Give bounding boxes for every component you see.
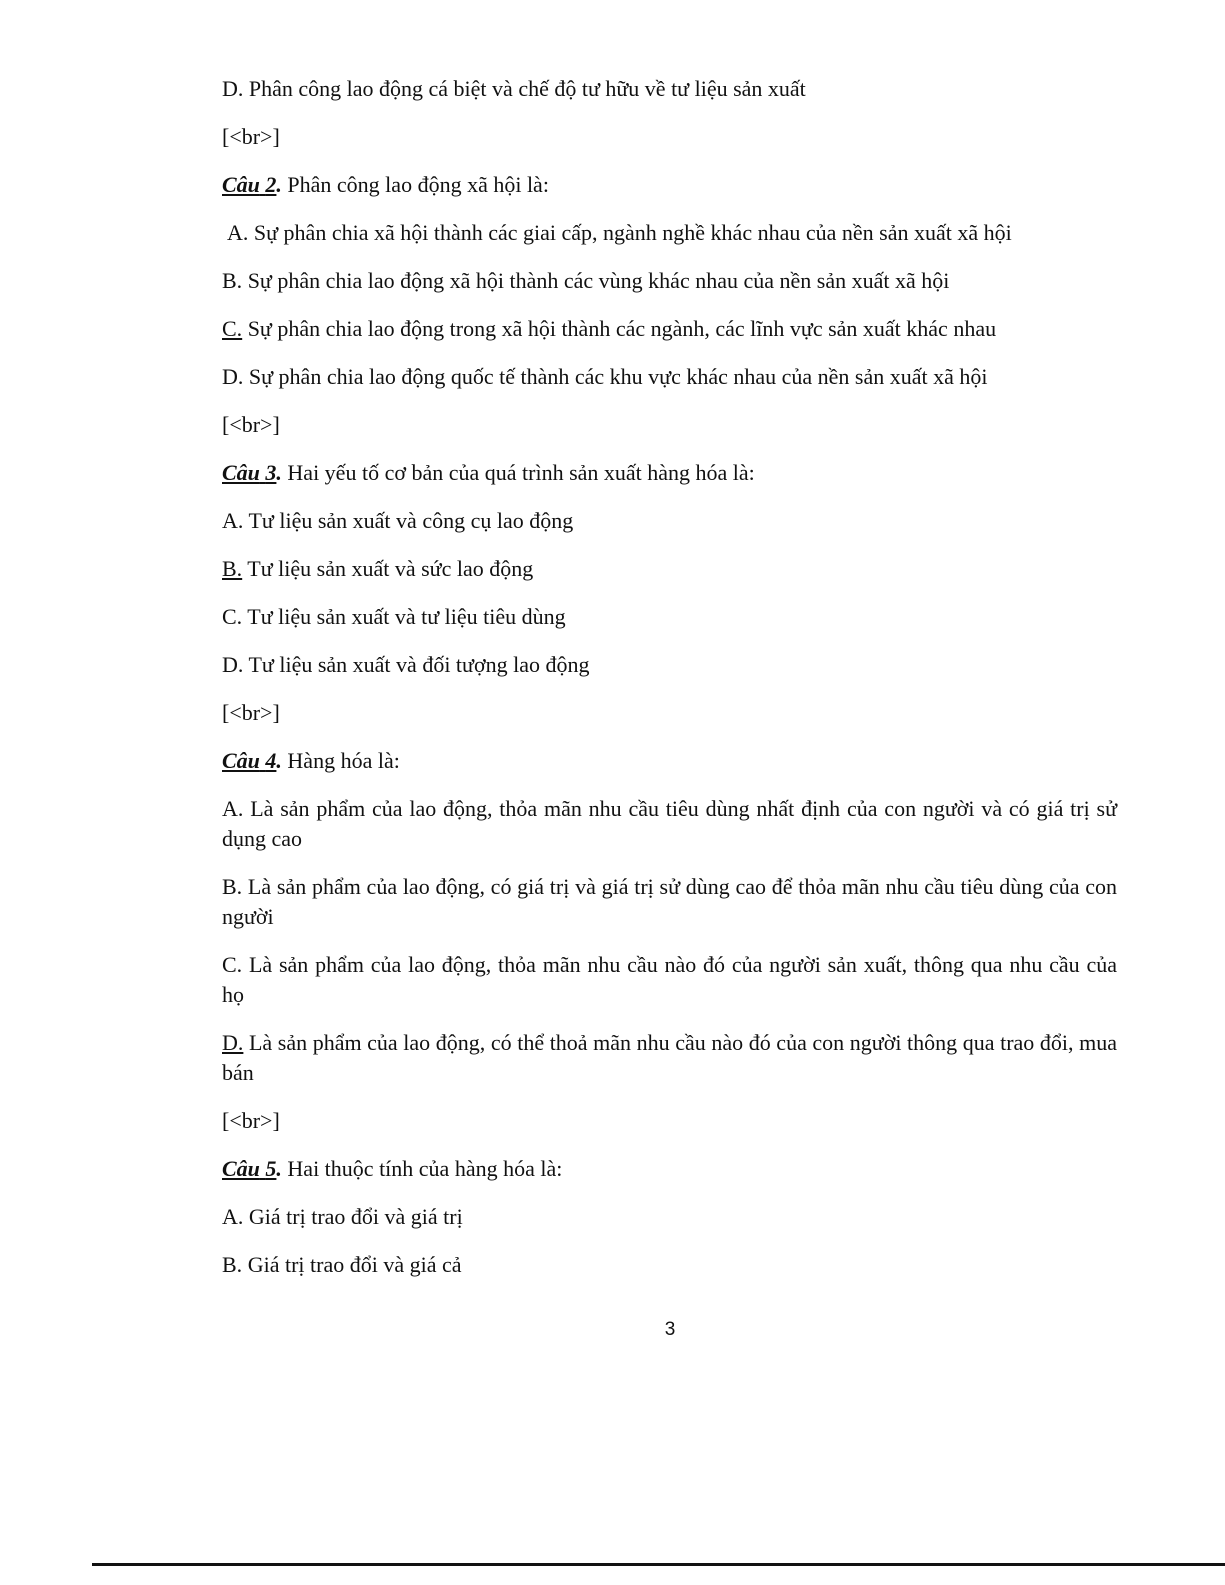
separator: [<br>] [222, 1108, 280, 1133]
separator: [<br>] [222, 412, 280, 437]
question-4-option-d [222, 1028, 1117, 1088]
option-text: Giá trị trao đổi và giá cả [242, 1252, 462, 1277]
question-2-option-c [222, 314, 1117, 344]
option-letter: A. [227, 220, 249, 245]
option-text: Sự phân chia lao động quốc tế thành các khu vực khác nhau của nền sản xuất xã hội [243, 364, 988, 389]
question-2-option-d [222, 362, 1117, 392]
question-4-option-b [222, 872, 1117, 932]
question-number-label: Câu 3 [222, 460, 277, 485]
option-text: Tư liệu sản xuất và tư liệu tiêu dùng [242, 604, 566, 629]
option-text: Là sản phẩm của lao động, thỏa mãn nhu cầu nào đó của người sản xuất, thông qua nhu cầu của họ [222, 952, 1117, 1007]
question-number-label: Câu 4 [222, 748, 277, 773]
question-label: Câu 5. [222, 1156, 282, 1181]
option-text: Sự phân chia lao động trong xã hội thành các ngành, các lĩnh vực sản xuất khác nhau [242, 316, 997, 341]
option-text: Sự phân chia xã hội thành các giai cấp, ngành nghề khác nhau của nền sản xuất xã hội [248, 220, 1012, 245]
question-text: Hai yếu tố cơ bản của quá trình sản xuất hàng hóa là: [281, 460, 755, 485]
option-letter: D. [222, 364, 244, 389]
question-number-label: Câu 5 [222, 1156, 277, 1181]
option-letter-correct: B. [222, 556, 243, 581]
question-label: Câu 3. [222, 460, 282, 485]
question-3-option-c [222, 602, 1117, 632]
option-letter: C. [222, 604, 243, 629]
question-5-heading [222, 1154, 1117, 1184]
question-3-option-a [222, 506, 1117, 536]
option-text: Tư liệu sản xuất và đối tượng lao động [243, 652, 590, 677]
question-4-option-c [222, 950, 1117, 1010]
prev-question-option-d: D. Phân công lao động cá biệt và chế độ tư hữu về tư liệu sản xuất [222, 76, 806, 101]
question-text: Phân công lao động xã hội là: [281, 172, 549, 197]
option-letter: B. [222, 268, 243, 293]
option-letter: D. [222, 652, 244, 677]
page-number: 3 [664, 1319, 676, 1340]
separator: [<br>] [222, 700, 280, 725]
bottom-divider [92, 1563, 1225, 1566]
question-4-heading [222, 746, 1117, 776]
option-text: Là sản phẩm của lao động, có giá trị và giá trị sử dùng cao để thỏa mãn nhu cầu tiêu dùng của con người [222, 874, 1117, 929]
question-5-option-a [222, 1202, 1117, 1232]
question-3-option-b [222, 554, 1117, 584]
option-letter: A. [222, 1204, 244, 1229]
option-text: Giá trị trao đổi và giá trị [243, 1204, 463, 1229]
separator: [<br>] [222, 124, 280, 149]
question-label: Câu 4. [222, 748, 282, 773]
question-2-heading [222, 170, 1117, 200]
option-letter: B. [222, 874, 243, 899]
question-text: Hai thuộc tính của hàng hóa là: [281, 1156, 563, 1181]
option-text: Là sản phẩm của lao động, có thể thoả mãn nhu cầu nào đó của con người thông qua trao đổi, mua bán [222, 1030, 1117, 1085]
option-letter: C. [222, 952, 243, 977]
option-letter: A. [222, 508, 244, 533]
option-text: Sự phân chia lao động xã hội thành các vùng khác nhau của nền sản xuất xã hội [242, 268, 950, 293]
option-letter-correct: C. [222, 316, 243, 341]
page-content [222, 74, 1117, 1298]
question-3-option-d [222, 650, 1117, 680]
question-2-option-a [222, 218, 1117, 248]
question-label: Câu 2. [222, 172, 282, 197]
option-letter: B. [222, 1252, 243, 1277]
option-letter-correct: D. [222, 1030, 244, 1055]
option-text: Là sản phẩm của lao động, thỏa mãn nhu cầu tiêu dùng nhất định của con người và có giá trị sử dụng cao [222, 796, 1117, 851]
question-number-label: Câu 2 [222, 172, 277, 197]
option-letter: A. [222, 796, 244, 821]
question-5-option-b [222, 1250, 1117, 1280]
option-text: Tư liệu sản xuất và sức lao động [242, 556, 534, 581]
question-2-option-b [222, 266, 1117, 296]
option-text: Tư liệu sản xuất và công cụ lao động [243, 508, 574, 533]
question-4-option-a [222, 794, 1117, 854]
question-3-heading [222, 458, 1117, 488]
question-text: Hàng hóa là: [281, 748, 400, 773]
